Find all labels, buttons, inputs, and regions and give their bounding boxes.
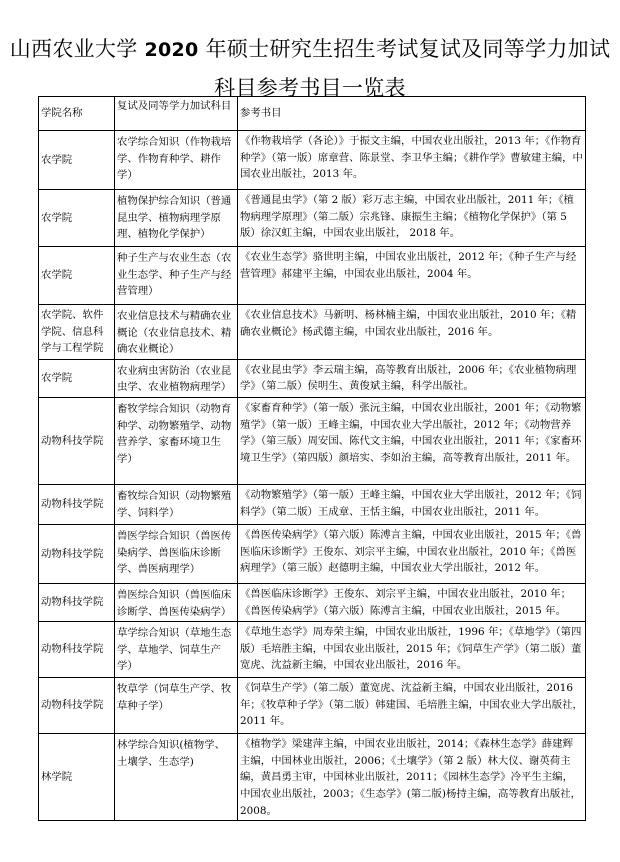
- refs-cell: 《草地生态学》周寿荣主编，中国农业出版社，1996 年；《草地学》（第四版）毛培胜主编，中国农业出版社，2015 年；《饲草生产学》（第二版）董宽虎、沈益新主编，中国农业出版社，2016 年。: [238, 622, 586, 678]
- table-row: [39, 524, 586, 583]
- school-cell: 农学院: [39, 247, 115, 305]
- header-school: 学院名称: [39, 97, 115, 131]
- table-row: [39, 397, 586, 484]
- refs-cell: 《农业信息技术》马新明、杨林楠主编，中国农业出版社，2010 年；《精确农业概论》杨武德主编，中国农业出版社，2016 年。: [238, 305, 586, 360]
- refs-cell: 《家畜育种学》（第一版）张沅主编，中国农业出版社，2001 年；《动物繁殖学》（第一版）王峰主编，中国农业大学出版社，2012 年；《动物营养学》（第三版）周安国、陈代文主编，中国农业出版社，2011 年；《家畜环境卫生学》（第四版）颜培实、李如治主编，高等教育出版社，2011 年。: [238, 397, 586, 484]
- table-row: [39, 583, 586, 621]
- subject-cell: 兽医学综合知识（兽医传染病学、兽医临床诊断学、兽医病理学）: [115, 524, 238, 583]
- subject-cell: 畜牧综合知识（动物繁殖学、饲料学）: [115, 484, 238, 524]
- school-cell: 动物科技学院: [39, 583, 115, 621]
- table-row: [39, 247, 586, 305]
- refs-cell: 《饲草生产学》（第二版）董宽虎、沈益新主编，中国农业出版社，2016 年；《牧草种子学》（第二版）韩建国、毛培胜主编，中国农业大学出版社，2011 年。: [238, 678, 586, 734]
- refs-cell: 《兽医传染病学》（第六版）陈溥言主编，中国农业出版社，2015 年；《兽医临床诊断学》王俊东、刘宗平主编，中国农业出版社，2010 年；《兽医病理学》（第三版）赵德明主编，中国农业大学出版社，2012 年。: [238, 524, 586, 583]
- refs-cell: 《农业生态学》骆世明主编，中国农业出版社，2012 年；《种子生产与经营管理》郝建平主编，中国农业出版社，2004 年。: [238, 247, 586, 305]
- header-subject: 复试及同等学力加试科目: [115, 97, 238, 131]
- subject-cell: 植物保护综合知识（普通昆虫学、植物病理学原理、植物化学保护）: [115, 190, 238, 247]
- table-row: [39, 131, 586, 190]
- refs-cell: 《植物学》梁建萍主编，中国农业出版社，2014；《森林生态学》薛建辉主编，中国林业出版社，2006；《土壤学》（第 2 版）林大仪、谢英荷主编，黄昌勇主审，中国林业出版社，2011；《园林生态学》冷平生主编，中国农业出版社，2003；《生态学》(第二版)杨持主编，高等教育出版社，2008。: [238, 734, 586, 821]
- school-cell: 林学院: [39, 734, 115, 821]
- table-row: [39, 359, 586, 397]
- table-row: [39, 484, 586, 524]
- subject-cell: 林学综合知识(植物学、土壤学、生态学): [115, 734, 238, 821]
- school-cell: 动物科技学院: [39, 484, 115, 524]
- table-row: [39, 190, 586, 247]
- table-row: [39, 734, 586, 821]
- refs-cell: 《作物栽培学（各论）》于振文主编，中国农业出版社，2013 年；《作物育种学》（第一版）席章营、陈景堂、李卫华主编；《耕作学》曹敏建主编，中国农业出版社，2013 年。: [238, 131, 586, 190]
- school-cell: 农学院: [39, 190, 115, 247]
- school-cell: 动物科技学院: [39, 678, 115, 734]
- school-cell: 农学院: [39, 131, 115, 190]
- subject-cell: 种子生产与农业生态（农业生态学、种子生产与经营管理）: [115, 247, 238, 305]
- table-row: [39, 622, 586, 678]
- subject-cell: 兽医综合知识（兽医临床诊断学、兽医传染病学）: [115, 583, 238, 621]
- header-refs: 参考书目: [238, 97, 586, 131]
- title-suffix: 年硕士研究生招生考试复试及同等学力加试科目参考书目一览表: [198, 37, 611, 100]
- title-prefix: 山西农业大学: [9, 37, 145, 61]
- subject-cell: 畜牧学综合知识（动物育种学、动物繁殖学、动物营养学、家畜环境卫生学）: [115, 397, 238, 484]
- subject-cell: 农业信息技术与精确农业概论（农业信息技术、精确农业概论）: [115, 305, 238, 360]
- table-row: [39, 678, 586, 734]
- school-cell: 农学院: [39, 359, 115, 397]
- refs-cell: 《农业昆虫学》李云瑞主编，高等教育出版社，2006 年；《农业植物病理学》（第二版）侯明生、黄俊斌主编，科学出版社。: [238, 359, 586, 397]
- subject-cell: 牧草学（饲草生产学、牧草种子学）: [115, 678, 238, 734]
- school-cell: 动物科技学院: [39, 524, 115, 583]
- title-year: 2020: [144, 39, 199, 61]
- reference-table: [38, 96, 586, 821]
- subject-cell: 农学综合知识（作物栽培学、作物育种学、耕作学）: [115, 131, 238, 190]
- refs-cell: 《兽医临床诊断学》王俊东、刘宗平主编，中国农业出版社，2010 年；《兽医传染病学》（第六版）陈溥言主编，中国农业出版社，2015 年。: [238, 583, 586, 621]
- subject-cell: 草学综合知识（草地生态学、草地学、饲草生产学）: [115, 622, 238, 678]
- table-header-row: [39, 97, 586, 131]
- refs-cell: 《普通昆虫学》（第 2 版）彩万志主编，中国农业出版社，2011 年；《植物病理学原理》（第二版）宗兆锋、康振生主编；《植物化学保护》（第 5 版）徐汉虹主编，中国农业出版社， 2018 年。: [238, 190, 586, 247]
- school-cell: 动物科技学院: [39, 397, 115, 484]
- table-row: [39, 305, 586, 360]
- school-cell: 农学院、软件学院、信息科学与工程学院: [39, 305, 115, 360]
- refs-cell: 《动物繁殖学》（第一版）王峰主编，中国农业大学出版社，2012 年；《饲料学》（第二版）王成章、王恬主编，中国农业出版社，2011 年。: [238, 484, 586, 524]
- subject-cell: 农业病虫害防治（农业昆虫学、农业植物病理学）: [115, 359, 238, 397]
- school-cell: 动物科技学院: [39, 622, 115, 678]
